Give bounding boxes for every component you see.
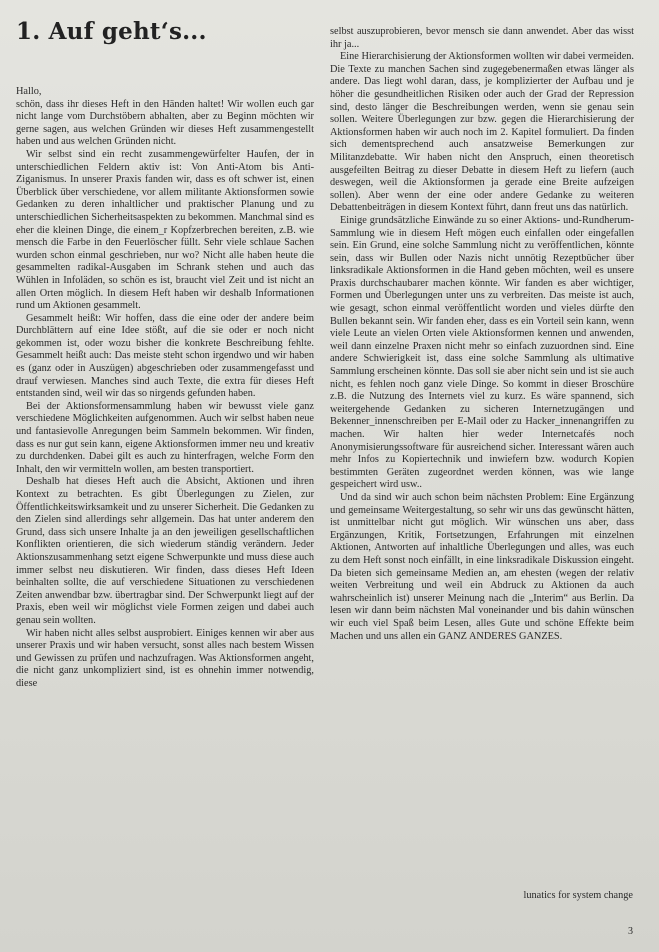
paragraph: Und da sind wir auch schon beim nächsten Problem: Eine Ergänzung und gemeinsame Weitergestaltung, so sehr wir uns das gewünscht hätten, ist unmittelbar nicht gut möglich. Wir wünschen uns aber, dass Ergänzungen, Kritik, Fortsetzungen, Erfahrungen mit einzelnen Aktionen, Antworten auf inhaltliche Überlegungen und alles, was euch zu dem Heft sonst noch einfällt, in eine linksradikale Diskussion eingeht. Da bieten sich gemeinsame Medien an, am ehesten (wegen der relativ weiten Verbreitung und weil ein Abdruck zu Aktionen da auch wahrscheinlich ist) unserer Meinung nach die „Interim“ aus Berlin. Da lesen wir dann beim nächsten Mal voneinander und bis dahin wünschen wir euch viel Spaß beim Lesen, alles Gute und schöne Effekte beim Machen und uns allen ein GANZ ANDERES GANZES.: [330, 491, 634, 642]
paragraph: schön, dass ihr dieses Heft in den Händen haltet! Wir wollen euch gar nicht lange vom Durchstöbern abhalten, aber zu Beginn möchten wir gerne sagen, aus welchen Gründen wir dieses Heft zusammengestellt haben und aus welchen Gründen nicht.: [16, 98, 314, 148]
paragraph: Wir haben nicht alles selbst ausprobiert. Einiges kennen wir aber aus unserer Praxis und wir haben versucht, sonst alles nach bestem Wissen und Gewissen zu prüfen und nachzufragen. Was Aktionsformen angeht, die nicht ganz unkompliziert sind, ist es ohnehin immer notwendig, diese: [16, 627, 314, 689]
page-number: 3: [628, 926, 633, 937]
paragraph: Deshalb hat dieses Heft auch die Absicht, Aktionen und ihren Kontext zu betrachten. Es gibt Überlegungen zu Zielen, zur Öffentlichkeitswirksamkeit und zu unserer Sicherheit. Die Gedanken zu den Zielen sind allerdings sehr allgemein. Das hat unter anderem den Grund, dass sich unsere Inhalte ja an den jeweiligen gesellschaftlichen Konflikten orientieren, die sich wiederum ständig verändern. Jeder Aktionszusammenhang setzt eigene Schwerpunkte und muss diese auch immer selbst neu diskutieren. Wir finden, dass dieses Heft Ideen beinhalten sollte, die auf verschiedene Situationen zu verschiedenen Zeiten anwendbar bzw. übertragbar sind. Der Schwerpunkt liegt auf der Praxis, eben weil wir möglichst viele Formen zeigen und dabei auch genau sein wollten.: [16, 476, 314, 626]
paragraph: Gesammelt heißt: Wir hoffen, dass die eine oder der andere beim Durchblättern auf eine Idee stößt, auf die sie oder er noch nicht gekommen ist, oder wozu bisher die konkrete Beschreibung fehlte. Gesammelt heißt auch: Das meiste steht schon irgendwo und wir haben es (ganz oder in Auszügen) abgeschrieben oder zusammengefasst und drauf verwiesen. Manches sind auch Texte, die extra für dieses Heft entstanden sind, weil wir das so nirgends gefunden haben.: [16, 312, 314, 400]
paragraph: Einige grundsätzliche Einwände zu so einer Aktions- und-Rundherum-Sammlung wie in diesem Heft mögen euch einfallen oder eingefallen sein. Ein Grund, eine solche Sammlung nicht zu veröffentlichen, könnte sein, dass wir Bullen oder Nazis nicht unnötig Rezeptbücher über linksradikale Aktionsformen in die Hand geben möchten, weil es unsere Praxis durchschaubarer machen könnte. Wir fanden es aber wichtiger, Formen und Überlegungen unter uns zu verbreiten. Das meiste ist auch, wie gesagt, schon einmal veröffentlicht worden und vieles dürfte den Bullen bekannt sein. Wir fanden eher, dass es ein Vorteil sein kann, wenn viele Leute an vielen Orten viele Aktionsformen kennen und anwenden, weil dann einzelne Praxen nicht mehr so einfach zuzuordnen sind. Eine andere Schwierigkeit ist, dass eine solche Sammlung als ultimative Sammlung erscheinen könnte. Das soll sie aber nicht sein und ist sie auch nicht, es fehlen noch ganz viele Dinge. So kommt in dieser Broschüre z.B. die Nutzung des Internets viel zu kurz. Es wäre spannend, sich weitergehende Gedanken zu sicheren Internetzugängen und Bekenner_innenschreiben per E-Mail oder zu Hacker_innenangriffen zu machen. Wir halten hier weder Internetcafés noch Anonymisierungssoftware für ausreichend sicher. Interessant wären auch mehr Infos zu Kopiertechnik und inwiefern bzw. wodurch Kopien bestimmten Geräten zugeordnet werden können, was wie lange gespeichert wird usw..: [330, 214, 634, 491]
right-column: [330, 26, 634, 643]
left-column: [16, 86, 314, 691]
page-heading: 1. Auf geht‘s...: [16, 18, 207, 45]
signature: lunatics for system change: [523, 890, 633, 901]
paragraph: Bei der Aktionsformensammlung haben wir bewusst viele ganz verschiedene Möglichkeiten aufgenommen. Auch wir selbst haben neue und fantasievolle Anregungen beim Sammeln bekommen. Wir finden, dass es nur gut sein kann, eigene Aktionsformen immer neu und kreativ zu durchdenken. Dabei gilt es auch zu hinterfragen, welche Form den Inhalt, den wir vermitteln wollen, am besten transportiert.: [16, 400, 314, 475]
paragraph: Eine Hierarchisierung der Aktionsformen wollten wir dabei vermeiden. Die Texte zu manchen Sachen sind zugegebenermaßen etwas länger als andere. Das liegt wohl daran, dass, je komplizierter der Aufbau und je höher die gesundheitlichen Risiken oder auch der Grad der Repression sind, desto länger die Beschreibungen werden, wenn sie genau sein sollen. Weitere Überlegungen zur bzw. gegen die Hierarchisierung der Aktionsformen haben wir auch noch im 2. Kapitel formuliert. Da finden sich dementsprechend auch ansatzweise Bemerkungen zur Militanzdebatte. Wir haben nicht den Anspruch, einen theoretisch ausgefeilten Beitrag zu dieser Debatte in diesem Heft zu liefern (auch deswegen, weil die Aktionsformen ja gerade eine Breite aufzeigen sollen). Aber wenn der eine oder andere Gedanke zu weiteren Debattenbeiträgen in diesem Kontext führt, dann freut uns das natürlich.: [330, 51, 634, 214]
paragraph: selbst auszuprobieren, bevor mensch sie dann anwendet. Aber das wisst ihr ja...: [330, 26, 634, 50]
paragraph: Hallo,: [16, 86, 42, 97]
paragraph: Wir selbst sind ein recht zusammengewürfelter Haufen, der in unterschiedlichen Feldern aktiv ist: Von Anti-Atom bis Anti-Ziganismus. In unserer Praxis fanden wir, dass es oft schwer ist, einen Überblick über verschiedene, vor allem militante Aktionsformen sowie Gedanken zu deren inhaltlicher und praktischer Planung und zu unterschiedlichen Sicherheitsaspekten zu bekommen. Manchmal sind es eher die kleinen Dinge, die einem_r Kopfzerbrechen bereiten, z.B. wie mensch die Farbe in den Feuerlöscher füllt. Sehr viele schlaue Sachen wurden schon einmal geschrieben, nur wo? Nicht alle haben heute die gesammelten radikal-Ausgaben im Schrank stehen und auch das Wühlen in Infoläden, so schön es ist, braucht viel Zeit und ist nicht an allen Orten möglich. In diesem Heft haben wir deshalb Informationen rund um Aktionen gesammelt.: [16, 148, 314, 312]
